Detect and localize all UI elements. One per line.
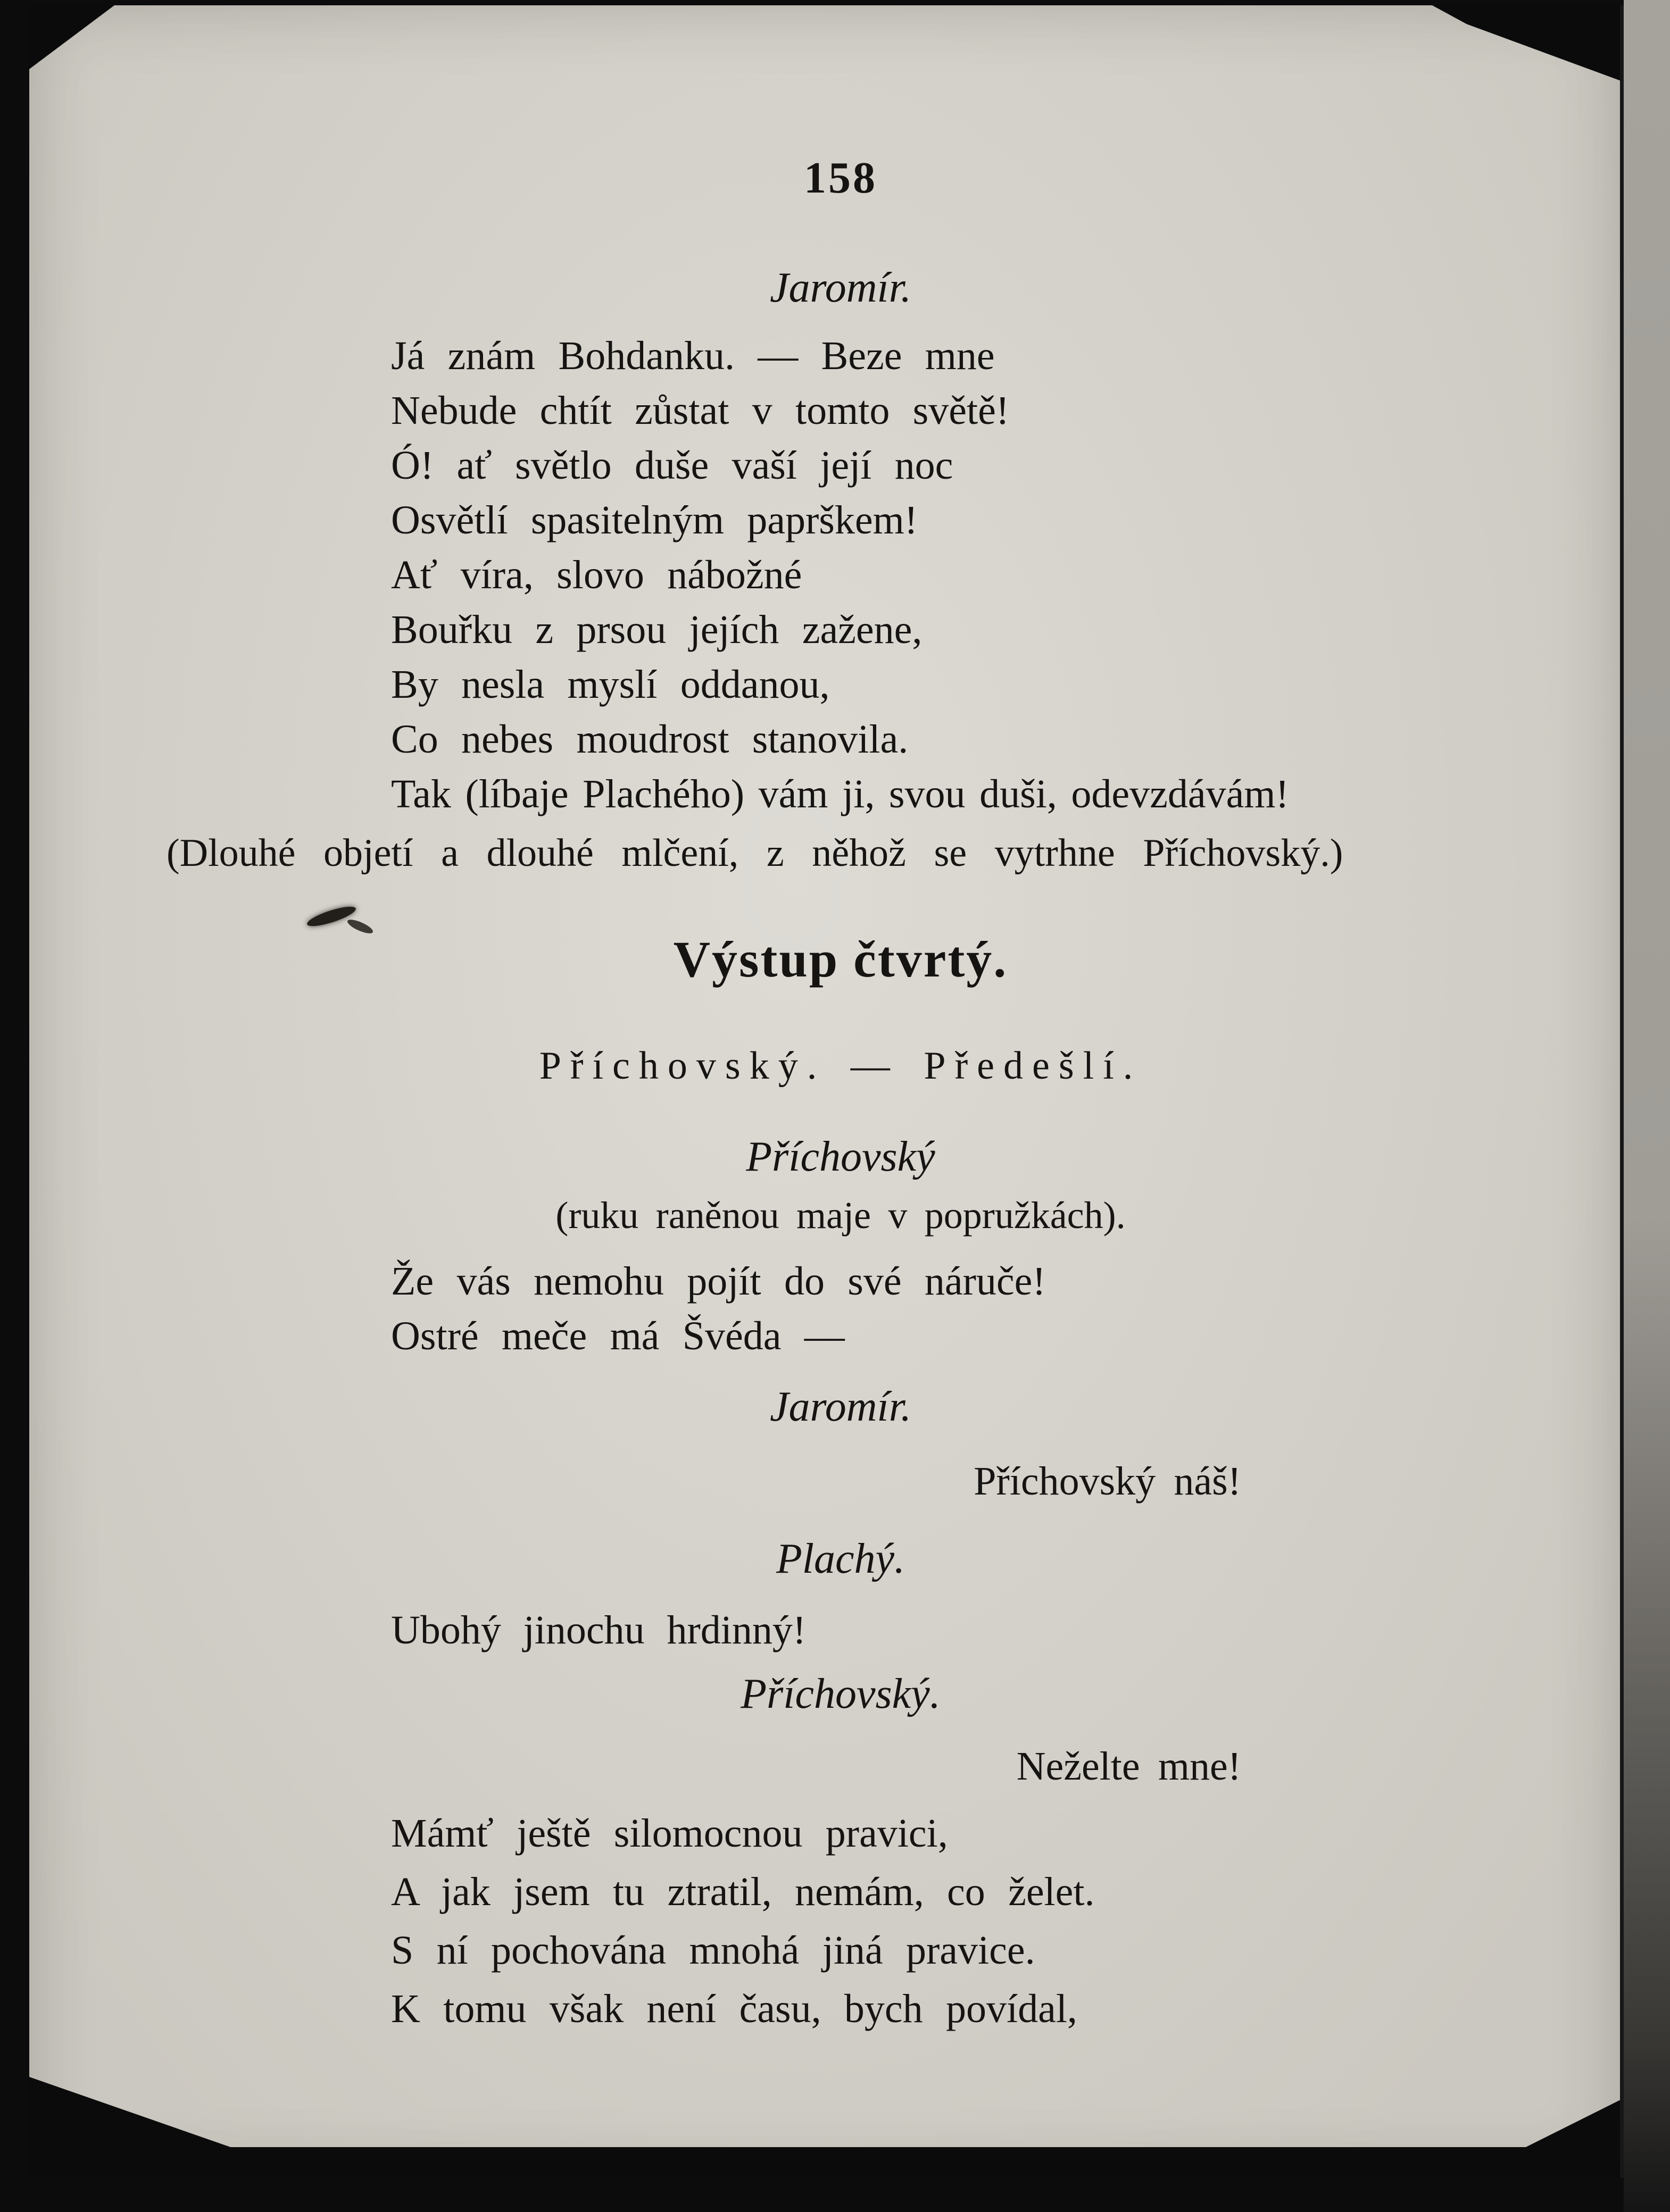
scan-border-edge [1624, 0, 1670, 2212]
verse-line: Nebude chtít zůstat v tomto světě! [391, 388, 1010, 433]
verse-line: Bouřku z prsou jejích zažene, [391, 607, 923, 652]
speech-line: Ubohý jinochu hrdinný! [391, 1608, 807, 1652]
cast-list: Příchovský. — Předešlí. [539, 1044, 1142, 1088]
scan-border-corner [1432, 5, 1624, 90]
verse-block-jaromir [391, 329, 1289, 822]
speaker-name-prichovsky: Příchovský. [741, 1671, 941, 1717]
verse-block-prichovsky [391, 1254, 1046, 1364]
page-number: 158 [804, 153, 877, 203]
speech-line: Příchovský náš! [974, 1459, 1241, 1504]
verse-line: Ostré meče má Švéda — [391, 1314, 845, 1358]
speaker-name-jaromir: Jaromír. [770, 264, 911, 311]
speech-line: Neželte mne! [1016, 1744, 1241, 1789]
speaker-name-prichovsky: Příchovský [746, 1133, 935, 1180]
book-page [29, 5, 1624, 2178]
verse-line: By nesla myslí oddanou, [391, 662, 830, 707]
verse-line: Co nebes moudrost stanovila. [391, 717, 909, 762]
verse-line: Tak (líbaje Plachého) vám ji, svou duši, odevzdávám! [391, 772, 1289, 816]
verse-block-prichovsky-2 [391, 1804, 1095, 2038]
verse-line: Osvětlí spasitelným paprškem! [391, 498, 918, 542]
inline-stage-note: (ruku raněnou maje v popružkách). [555, 1194, 1126, 1237]
verse-line: Ó! ať světlo duše vaší její noc [391, 443, 953, 488]
verse-line: Já znám Bohdanku. — Beze mne [391, 333, 995, 378]
verse-line: S ní pochována mnohá jiná pravice. [391, 1928, 1035, 1973]
verse-line: Ať víra, slovo nábožné [391, 553, 802, 597]
verse-line: K tomu však není času, bych povídal, [391, 1986, 1077, 2031]
scan-border-corner [29, 5, 114, 69]
verse-line: Mámť ještě silomocnou pravici, [391, 1811, 948, 1856]
stage-direction: (Dlouhé objetí a dlouhé mlčení, z něhož se vytrhne Příchovský.) [167, 831, 1343, 875]
verse-line: Že vás nemohu pojít do své náruče! [391, 1259, 1046, 1304]
verse-line: A jak jsem tu ztratil, nemám, co želet. [391, 1869, 1095, 1914]
scene-heading: Výstup čtvrtý. [673, 931, 1008, 988]
speaker-name-jaromir: Jaromír. [770, 1383, 911, 1430]
scan-border-corner [29, 2077, 258, 2157]
ink-smudge [305, 903, 358, 930]
scan-border-edge [29, 2147, 1620, 2178]
speaker-name-plachy: Plachý. [776, 1535, 905, 1582]
